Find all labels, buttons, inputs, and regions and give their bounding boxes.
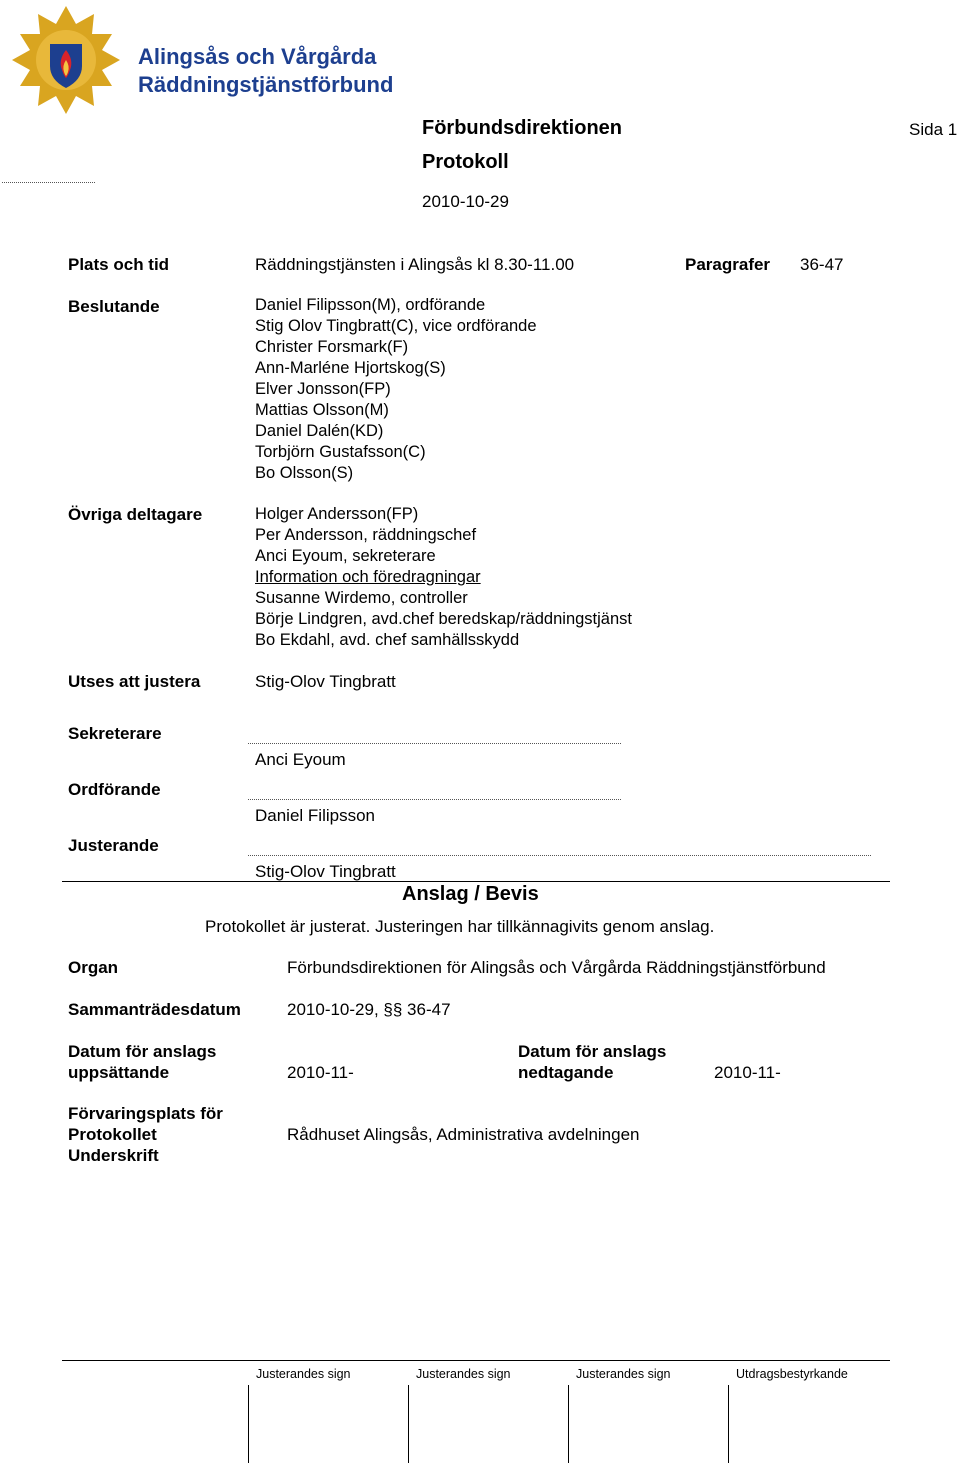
uppsattande-label-line2: uppsättande [68,1063,170,1082]
nedtagande-label-line1: Datum för anslags [518,1042,667,1061]
beslutande-label: Beslutande [68,297,160,316]
sammantradesdatum-label: Sammanträdesdatum [68,1000,241,1019]
anslag-title: Anslag / Bevis [402,883,539,905]
list-item: Elver Jonsson(FP) [255,380,391,398]
footer-column-divider [728,1385,729,1463]
forvaringsplats-label-line1: Förvaringsplats för [68,1104,223,1123]
anslag-statement: Protokollet är justerat. Justeringen har tillkännagivits genom anslag. [205,917,715,936]
justerande-name: Stig-Olov Tingbratt [255,862,396,881]
org-name-line2: Räddningstjänstförbund [138,72,394,97]
header-left-line [2,182,95,183]
footer-column-divider [408,1385,409,1463]
organ-value: Förbundsdirektionen för Alingsås och Vårgårda Räddningstjänstförbund [287,958,826,977]
footer-column-divider [568,1385,569,1463]
list-item: Daniel Dalén(KD) [255,422,384,440]
organ-label: Organ [68,958,119,977]
forvaringsplats-label-line2: Protokollet [68,1125,157,1144]
sekreterare-label: Sekreterare [68,724,162,743]
document-date: 2010-10-29 [422,192,509,211]
list-item: Susanne Wirdemo, controller [255,589,468,607]
footer-cell-utdragsbestyrkande: Utdragsbestyrkande [736,1367,848,1381]
sammantradesdatum-value: 2010-10-29, §§ 36-47 [287,1000,451,1019]
list-item: Mattias Olsson(M) [255,401,389,419]
uppsattande-value: 2010-11- [287,1063,354,1082]
justera-value: Stig-Olov Tingbratt [255,672,396,691]
nedtagande-value: 2010-11- [714,1063,781,1082]
section-divider [62,881,890,882]
footer-cell-justerandes-sign: Justerandes sign [576,1367,671,1381]
list-item: Bo Olsson(S) [255,464,354,482]
footer-cell-justerandes-sign: Justerandes sign [416,1367,511,1381]
list-item: Torbjörn Gustafsson(C) [255,443,426,461]
paragraphs-value: 36-47 [800,255,844,274]
list-item: Stig Olov Tingbratt(C), vice ordförande [255,317,537,335]
list-item: Bo Ekdahl, avd. chef samhällsskydd [255,631,520,649]
paragraphs-label: Paragrafer [685,255,771,274]
ordforande-signature-line [248,799,621,800]
list-item: Daniel Filipsson(M), ordförande [255,296,486,314]
list-item: Börje Lindgren, avd.chef beredskap/räddningstjänst [255,610,632,628]
list-item: Ann-Marléne Hjortskog(S) [255,359,446,377]
fire-service-emblem-icon [10,4,122,116]
footer-cell-justerandes-sign: Justerandes sign [256,1367,351,1381]
place-value: Räddningstjänsten i Alingsås kl 8.30-11.00 [255,255,575,274]
ordforande-label: Ordförande [68,780,161,799]
list-item: Per Andersson, räddningschef [255,526,477,544]
organization-logo [10,4,122,116]
ordforande-name: Daniel Filipsson [255,806,375,825]
forvaringsplats-value: Rådhuset Alingsås, Administrativa avdelningen [287,1125,640,1144]
underskrift-label: Underskrift [68,1146,159,1165]
justera-label: Utses att justera [68,672,201,691]
footer-rule [62,1360,890,1361]
ovriga-label: Övriga deltagare [68,505,203,524]
sekreterare-signature-line [248,743,621,744]
document-subtitle: Protokoll [422,151,509,173]
list-item: Holger Andersson(FP) [255,505,419,523]
org-name-line1: Alingsås och Vårgårda [138,44,377,69]
footer-column-divider [248,1385,249,1463]
document-title: Förbundsdirektionen [422,117,622,139]
list-item: Anci Eyoum, sekreterare [255,547,436,565]
list-item-heading: Information och föredragningar [255,568,481,586]
justerande-label: Justerande [68,836,159,855]
place-label: Plats och tid [68,255,170,274]
list-item: Christer Forsmark(F) [255,338,409,356]
sekreterare-name: Anci Eyoum [255,750,346,769]
justerande-signature-line [248,855,871,856]
uppsattande-label-line1: Datum för anslags [68,1042,217,1061]
nedtagande-label-line2: nedtagande [518,1063,614,1082]
page-number: Sida 1 [909,120,958,139]
